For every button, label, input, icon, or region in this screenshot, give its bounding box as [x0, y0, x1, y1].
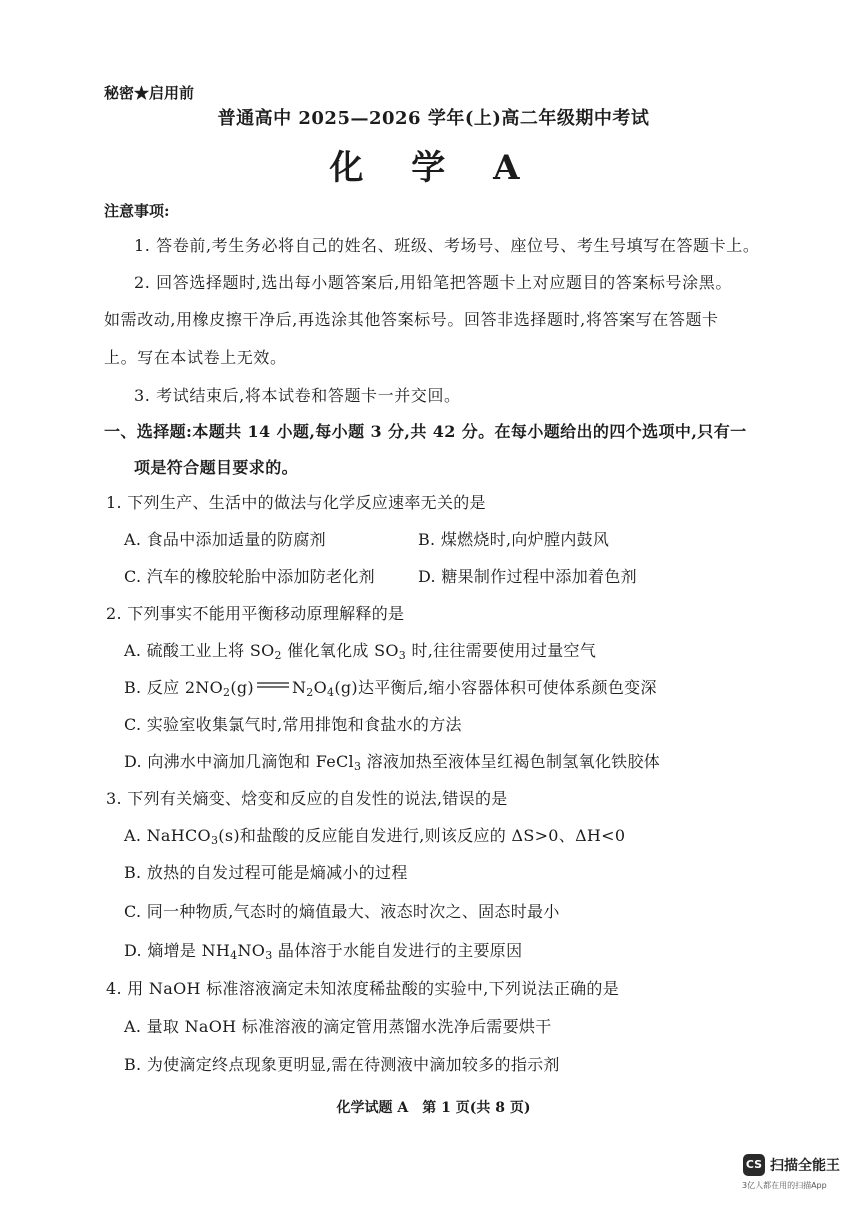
- question-1-option-b: B. 煤燃烧时,向炉膛内鼓风: [418, 530, 610, 549]
- question-4-option-a: A. 量取 NaOH 标准溶液的滴定管用蒸馏水洗净后需要烘干: [124, 1017, 552, 1036]
- notice-item-2-line-2: 如需改动,用橡皮擦干净后,再选涂其他答案标号。回答非选择题时,将答案写在答题卡: [104, 310, 719, 329]
- question-3-option-c: C. 同一种物质,气态时的熵值最大、液态时次之、固态时最小: [124, 902, 560, 921]
- notice-item-2-line-1: 2. 回答选择题时,选出每小题答案后,用铅笔把答题卡上对应题目的答案标号涂黑。: [134, 273, 732, 292]
- question-2-stem: 2. 下列事实不能用平衡移动原理解释的是: [106, 604, 405, 623]
- question-4-stem: 4. 用 NaOH 标准溶液滴定未知浓度稀盐酸的实验中,下列说法正确的是: [106, 979, 620, 998]
- scanner-logo-icon: CS: [743, 1154, 765, 1176]
- question-3-option-b: B. 放热的自发过程可能是熵减小的过程: [124, 863, 408, 882]
- subject-title: 化 学 A: [329, 148, 538, 188]
- notice-item-3: 3. 考试结束后,将本试卷和答题卡一并交回。: [134, 386, 461, 405]
- exam-title: 普通高中 2025—2026 学年(上)高二年级期中考试: [217, 108, 650, 129]
- confidential-label: 秘密★启用前: [104, 84, 195, 102]
- question-4-option-b: B. 为使滴定终点现象更明显,需在待测液中滴加较多的指示剂: [124, 1055, 560, 1074]
- question-2-option-b: B. 反应 $2NO_2(g)$ $N_2O_4(g)$达平衡后,缩小容器体积可使体系颜色变深: [124, 678, 657, 699]
- section-1-heading-line-2: 项是符合题目要求的。: [134, 458, 299, 477]
- question-2-option-c: C. 实验室收集氯气时,常用排饱和食盐水的方法: [124, 715, 462, 734]
- scanner-app-name: 扫描全能王: [770, 1158, 840, 1174]
- question-3-stem: 3. 下列有关熵变、焓变和反应的自发性的说法,错误的是: [106, 789, 508, 808]
- equilibrium-arrow-icon: [256, 681, 290, 689]
- page-footer: 化学试题 A 第 1 页(共 8 页): [336, 1100, 531, 1116]
- section-1-heading-line-1: 一、选择题:本题共 14 小题,每小题 3 分,共 42 分。在每小题给出的四个选项中,只有一: [104, 422, 747, 441]
- question-1-option-a: A. 食品中添加适量的防腐剂: [124, 530, 326, 549]
- question-1-stem: 1. 下列生产、生活中的做法与化学反应速率无关的是: [106, 493, 486, 512]
- question-3-option-d: D. 熵增是 $NH_4NO_3$ 晶体溶于水能自发进行的主要原因: [124, 941, 523, 962]
- notice-heading: 注意事项:: [104, 202, 170, 220]
- question-2-option-d: D. 向沸水中滴加几滴饱和 FeCl$_3$ 溶液加热至液体呈红褐色制氢氧化铁胶体: [124, 752, 661, 773]
- question-2-option-a: A. 硫酸工业上将 $SO_2$ 催化氧化成 $SO_3$ 时,往往需要使用过量空气: [124, 641, 597, 662]
- question-3-option-a: A. NaHCO$_3$(s)和盐酸的反应能自发进行,则该反应的 ΔS>0、ΔH<0: [124, 826, 626, 847]
- notice-item-2-line-3: 上。写在本试卷上无效。: [104, 348, 287, 367]
- notice-item-1: 1. 答卷前,考生务必将自己的姓名、班级、考场号、座位号、考生号填写在答题卡上。: [134, 236, 760, 255]
- question-1-option-d: D. 糖果制作过程中添加着色剂: [418, 567, 637, 586]
- scanner-tagline: 3亿人都在用的扫描App: [742, 1181, 827, 1190]
- question-1-option-c: C. 汽车的橡胶轮胎中添加防老化剂: [124, 567, 375, 586]
